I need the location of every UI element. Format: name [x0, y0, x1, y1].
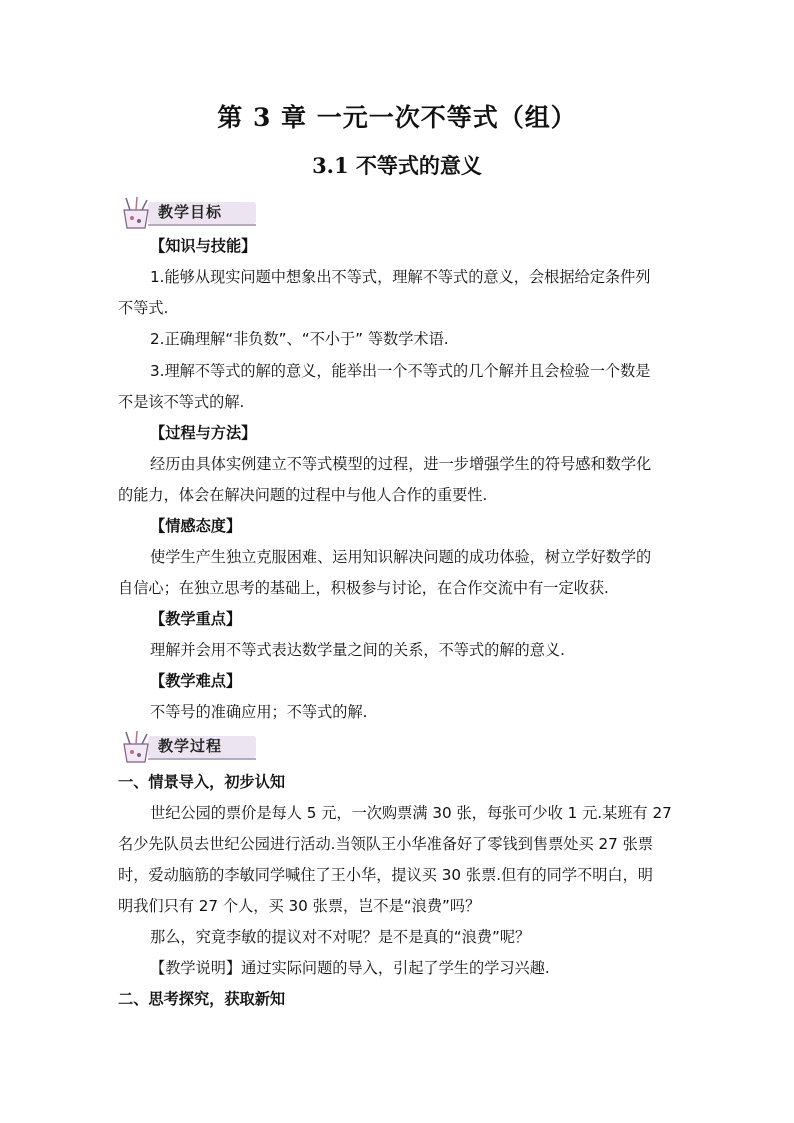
process-banner: [118, 730, 258, 764]
attitude-text: 自信心；在独立思考的基础上，积极参与讨论，在合作交流中有一定收获.: [118, 579, 609, 597]
method-text: 的能力，体会在解决问题的过程中与他人合作的重要性.: [118, 486, 488, 504]
key-heading: 【教学重点】: [150, 610, 242, 628]
section-title: 3.1 不等式的意义: [312, 153, 482, 178]
goal-text: 不是该不等式的解.: [118, 393, 245, 411]
attitude-text: 使学生产生独立克服困难、运用知识解决问题的成功体验，树立学好数学的: [150, 548, 652, 566]
chapter-title: 第 3 章 一元一次不等式（组）: [217, 103, 577, 132]
key-text: 理解并会用不等式表达数学量之间的关系，不等式的解的意义.: [150, 641, 565, 659]
knowledge-heading: 【知识与技能】: [150, 237, 257, 255]
goals-banner: [118, 196, 258, 230]
paragraph-text: 明我们只有 27 个人，买 30 张票，岂不是“浪费”吗？: [118, 897, 481, 915]
section-heading: 二、思考探究，获取新知: [118, 990, 286, 1008]
paragraph-text: 名少先队员去世纪公园进行活动.当领队王小华准备好了零钱到售票处买 27 张票: [118, 835, 653, 853]
process-banner-label: 教学过程: [158, 737, 223, 755]
paragraph-text: 那么，究竟李敏的提议对不对呢？是不是真的“浪费”呢？: [150, 928, 531, 946]
goal-text: 1.能够从现实问题中想象出不等式，理解不等式的意义，会根据给定条件列: [150, 268, 651, 286]
paragraph-text: 时，爱动脑筋的李敏同学喊住了王小华，提议买 30 张票.但有的同学不明白，明: [118, 866, 653, 884]
goal-text: 2.正确理解“非负数”、“不小于” 等数学术语.: [150, 330, 449, 348]
method-text: 经历由具体实例建立不等式模型的过程，进一步增强学生的符号感和数学化: [150, 455, 652, 473]
attitude-heading: 【情感态度】: [150, 517, 242, 535]
goals-banner-label: 教学目标: [158, 203, 223, 221]
difficult-heading: 【教学难点】: [150, 672, 242, 690]
method-heading: 【过程与方法】: [150, 424, 257, 442]
goal-text: 3.理解不等式的解的意义，能举出一个不等式的几个解并且会检验一个数是: [150, 362, 651, 380]
teaching-note: 【教学说明】通过实际问题的导入，引起了学生的学习兴趣.: [150, 959, 550, 977]
goal-text: 不等式.: [118, 299, 169, 317]
section-heading: 一、情景导入，初步认知: [118, 773, 286, 791]
difficult-text: 不等号的准确应用；不等式的解.: [150, 703, 368, 721]
paragraph-text: 世纪公园的票价是每人 5 元，一次购票满 30 张，每张可少收 1 元.某班有 27: [150, 804, 672, 822]
